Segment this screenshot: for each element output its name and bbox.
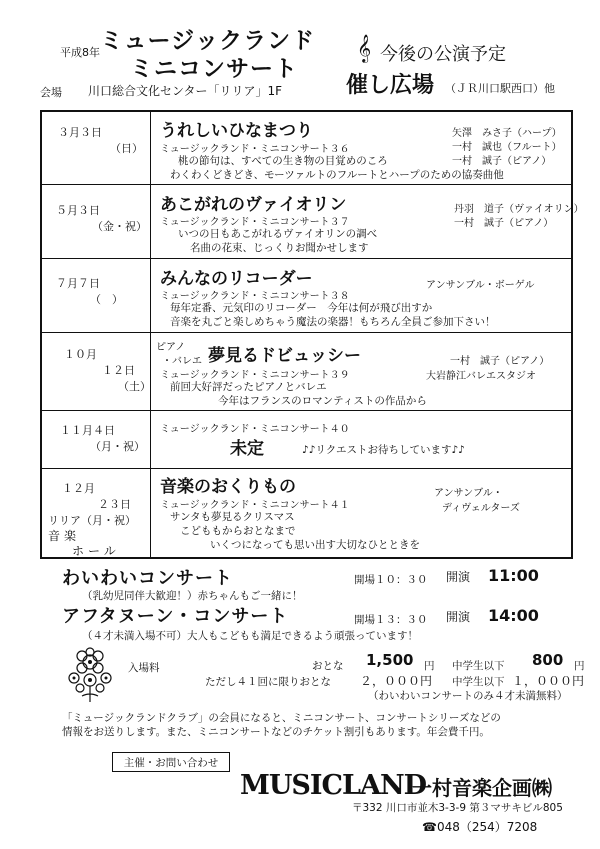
event-day: （日） <box>110 142 143 155</box>
event-day: （月・祝） <box>90 440 145 453</box>
row-divider <box>42 468 571 469</box>
concert-doors: 開場１３：３０ <box>354 614 428 626</box>
event-performer: アンサンブル・ <box>434 488 503 499</box>
fee-yen: 円 <box>574 660 585 672</box>
event-venue: 音楽 <box>48 529 81 543</box>
flower-decoration-icon <box>60 644 120 706</box>
concert-note: （４才未満入場不可）大人もこどもも満足できるよう頑張っています！ <box>82 630 418 642</box>
event-performer: 矢澤 みさ子（ハープ） <box>452 128 562 139</box>
table-divider <box>150 112 151 557</box>
schedule-table <box>40 110 584 559</box>
event-day: （土） <box>118 380 151 393</box>
fee-adult-label: おとな <box>312 660 344 672</box>
event-description: 前回大好評だったピアノとバレエ <box>170 381 327 393</box>
event-description: こどももからおとなまで <box>180 525 296 537</box>
event-description: いつの日もあこがれるヴァイオリンの調べ <box>178 228 378 240</box>
event-title-prefix: ・バレエ <box>162 356 202 367</box>
fee-discount-child: １，０００円 <box>512 674 585 688</box>
event-description: 桃の節句は、すべての生き物の目覚めのころ <box>178 155 388 167</box>
company-address: 〒332 川口市並木3-3-9 第３マサキビル805 <box>352 802 563 814</box>
event-performer: 大岩静江バレエスタジオ <box>426 371 536 382</box>
event-series: ミュージックランド・ミニコンサート３７ <box>160 217 350 228</box>
fee-discount-child-label: 中学生以下 <box>452 676 505 688</box>
event-request: ♪♪リクエストお待ちしています♪♪ <box>302 444 465 456</box>
event-title-prefix: ピアノ <box>156 342 186 353</box>
concert-start-label: 開演 <box>446 610 471 624</box>
concert-start-time: 11:00 <box>488 566 539 585</box>
event-description: わくわくどきどき、モーツァルトのフルートとハープのための協奏曲他 <box>170 169 504 181</box>
fee-yen: 円 <box>424 660 435 672</box>
row-divider <box>42 332 571 333</box>
event-performer: 一村 誠也（フルート） <box>452 142 562 153</box>
venue-name: 川口総合文化センター「リリア」1F <box>88 84 283 98</box>
event-date: ２３日 <box>98 498 131 511</box>
concert-start-label: 開演 <box>446 570 471 584</box>
fee-child-label: 中学生以下 <box>452 660 505 672</box>
page-title-line2: ミニコンサート <box>130 56 298 82</box>
fee-adult-price: 1,500 <box>366 651 414 669</box>
musicland-logo: MUSICLAND <box>240 770 427 801</box>
event-day: （金・祝） <box>92 220 147 233</box>
row-divider <box>42 410 571 411</box>
treble-clef-icon: 𝄞 <box>357 34 372 62</box>
concert-start-time: 14:00 <box>488 606 539 625</box>
event-title: あこがれのヴァイオリン <box>160 195 347 215</box>
event-performer: 一村 誠子（ピアノ） <box>450 356 550 367</box>
event-series: ミュージックランド・ミニコンサート４０ <box>160 424 350 435</box>
event-description: 名曲の花束、じっくりお聞かせします <box>190 242 369 254</box>
event-date: １１月４日 <box>60 424 115 437</box>
event-title: みんなのリコーダー <box>160 269 313 289</box>
company-phone: ☎048（254）7208 <box>422 820 538 834</box>
concert-doors: 開場１０：３０ <box>354 574 428 586</box>
event-performer: アンサンブル・ボーゲル <box>426 280 535 291</box>
event-performer: 丹羽 道子（ヴァイオリン） <box>454 204 584 215</box>
fee-discount-note: （わいわいコンサートのみ４才未満無料） <box>368 690 568 702</box>
event-title: 未定 <box>230 439 264 459</box>
event-performer: 一村 誠子（ピアノ） <box>454 218 554 229</box>
era-label: 平成8年 <box>60 46 100 59</box>
event-venue: ホール <box>72 544 120 558</box>
event-title: 音楽のおくりもの <box>160 477 296 497</box>
event-series: ミュージックランド・ミニコンサート３８ <box>160 291 350 302</box>
fee-discount-adult: ２，０００円 <box>360 674 433 688</box>
event-description: 毎年定番、元気印のリコーダー 今年は何が飛び出すか <box>170 302 433 314</box>
event-performer: ディヴェルターズ <box>442 503 520 514</box>
event-date: ７月７日 <box>56 277 100 290</box>
fee-discount: ただし４１回に限りおとな <box>205 676 331 688</box>
event-series: ミュージックランド・ミニコンサート３６ <box>160 144 350 155</box>
event-performer: 一村 誠子（ピアノ） <box>452 156 552 167</box>
fee-child-price: 800 <box>532 651 564 669</box>
concert-note: （乳幼児同伴大歓迎！）赤ちゃんもご一緒に！ <box>82 590 303 602</box>
venue-rest: （ＪＲ川口駅西口）他 <box>445 82 555 95</box>
fee-label: 入場料 <box>128 662 160 674</box>
event-title: うれしいひなまつり <box>160 121 313 141</box>
page-title-line1: ミュージックランド <box>100 28 316 54</box>
event-series: ミュージックランド・ミニコンサート４１ <box>160 500 350 511</box>
event-date: １２月 <box>62 482 95 495</box>
venue-title: 催し広場 <box>346 73 435 98</box>
row-divider <box>42 184 571 185</box>
event-date: ５月３日 <box>56 204 100 217</box>
club-notice: 「ミュージックランドクラブ」の会員になると、ミニコンサート、コンサートシリーズなどの <box>62 712 501 724</box>
venue-label: 会場 <box>40 86 62 99</box>
event-venue: リリア（月・祝） <box>48 514 136 527</box>
event-day: （ ） <box>90 293 123 306</box>
event-description: 音楽を丸ごと楽しめちゃう魔法の楽器！もちろん全員ご参加下さい！ <box>170 316 496 328</box>
event-date: １２日 <box>102 364 135 377</box>
event-description: 今年はフランスのロマンティストの作品から <box>218 395 427 407</box>
event-date: １０月 <box>64 348 97 361</box>
concert-title: アフタヌーン・コンサート <box>62 606 289 627</box>
event-date: ３月３日 <box>58 126 102 139</box>
page-subtitle: 今後の公演予定 <box>380 44 506 65</box>
contact-label: 主催・お問い合わせ <box>112 752 230 772</box>
event-title: 夢見るドビュッシー <box>208 346 361 366</box>
concert-title: わいわいコンサート <box>62 568 233 589</box>
event-description: サンタも夢見るクリスマス <box>170 511 295 523</box>
event-series: ミュージックランド・ミニコンサート３９ <box>160 370 350 381</box>
company-name: 一村音楽企画㈱ <box>412 776 552 800</box>
row-divider <box>42 258 571 259</box>
club-notice: 情報をお送りします。また、ミニコンサートなどのチケット割引もあります。年会費千円。 <box>62 726 490 738</box>
event-description: いくつになっても思い出す大切なひとときを <box>210 539 420 551</box>
